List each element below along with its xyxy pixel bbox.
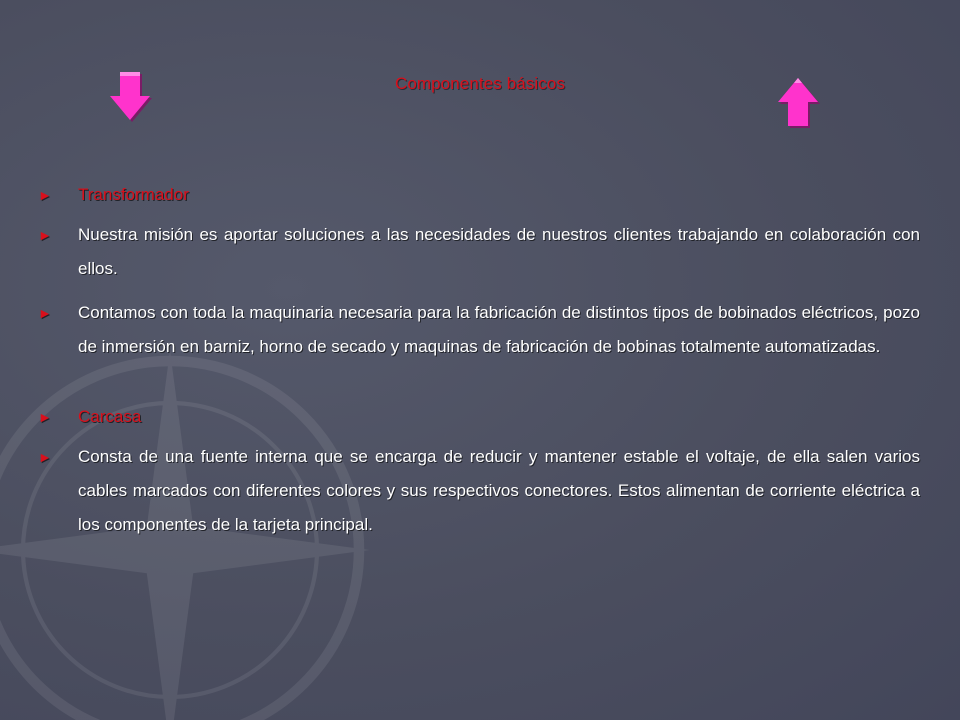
list-item-fuente xyxy=(38,440,920,542)
list-item-mision xyxy=(38,218,920,286)
slide-title: Componentes básicos xyxy=(394,74,566,93)
list-item-text: Contamos con toda la maquinaria necesaria para la fabricación de distintos tipos de bobinados eléctricos, pozo de inmersión en barniz, horno de secado y maquinas de fabricación de bobinas totalmente automatizadas. xyxy=(78,303,920,356)
list-item-transformador xyxy=(38,178,920,212)
list-item-text: Nuestra misión es aportar soluciones a las necesidades de nuestros clientes trabajando en colaboración con ellos. xyxy=(78,225,920,278)
bullet-icon: ► xyxy=(38,227,52,243)
bullet-list xyxy=(38,178,920,542)
list-item-maquinaria xyxy=(38,296,920,364)
list-item-text: Transformador xyxy=(78,185,189,204)
bullet-icon: ► xyxy=(38,449,52,465)
list-item-text: Carcasa xyxy=(78,407,142,426)
list-item-carcasa xyxy=(38,400,920,434)
bullet-icon: ► xyxy=(38,409,52,425)
bullet-icon: ► xyxy=(38,187,52,203)
bullet-icon: ► xyxy=(38,305,52,321)
list-item-text: Consta de una fuente interna que se encarga de reducir y mantener estable el voltaje, de ella salen varios cables marcados con diferentes colores y sus respectivos conectores. Estos alimentan de corriente eléctrica a los componentes de la tarjeta principal. xyxy=(78,447,920,534)
